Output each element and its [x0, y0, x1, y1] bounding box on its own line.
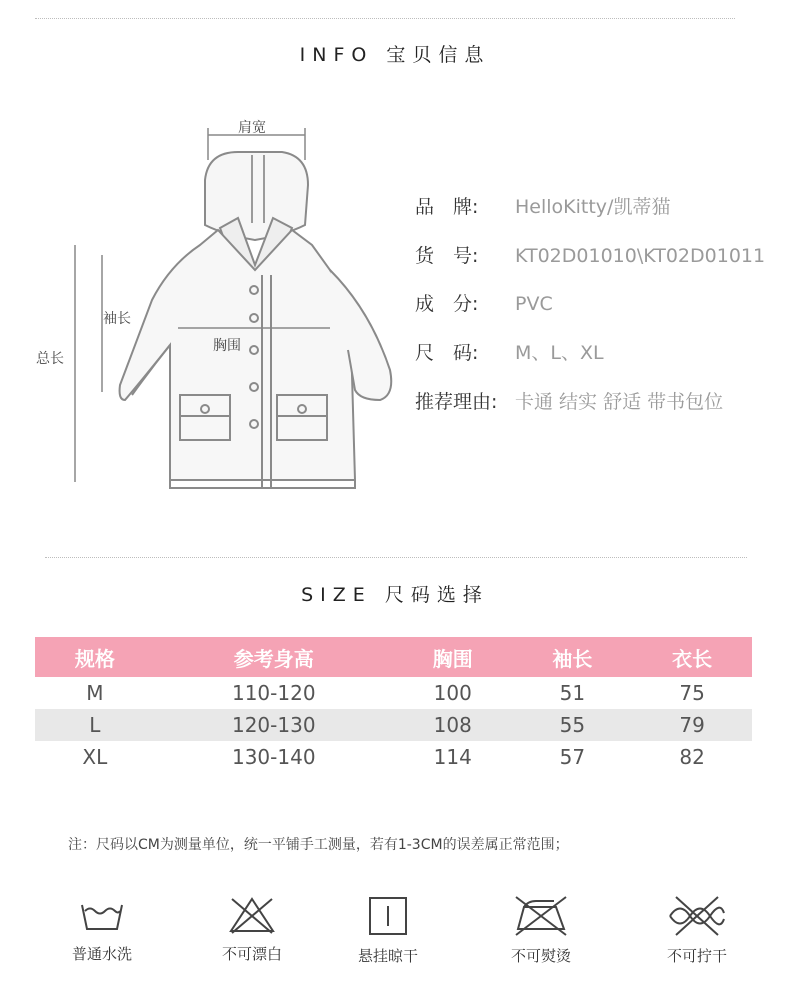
no-bleach-icon: [226, 895, 278, 935]
no-iron-icon: [510, 895, 572, 937]
length-label: 总长: [36, 351, 64, 367]
table-cell: L: [35, 709, 155, 741]
measurement-note: 注：尺码以CM为测量单位，统一平铺手工测量，若有1-3CM的误差属正常范围；: [68, 837, 569, 853]
care-item-no-wring: [637, 895, 757, 966]
spec-key: 品 牌:: [415, 196, 479, 218]
middle-divider: [45, 557, 747, 558]
header-cell: 衣长: [632, 637, 752, 677]
size-title: SIZE 尺码选择: [301, 584, 489, 606]
table-row: [35, 709, 752, 741]
table-cell: 82: [679, 745, 705, 769]
spec-value: KT02D01010\KT02D01011: [515, 245, 766, 267]
sleeve-label: 袖长: [103, 311, 131, 327]
care-item-wash: [42, 895, 162, 964]
care-item-no-iron: [481, 895, 601, 966]
no-wring-icon: [666, 895, 728, 937]
spec-value: PVC: [515, 293, 553, 315]
care-item-hang-dry: [328, 895, 448, 966]
info-title: INFO 宝贝信息: [299, 44, 491, 66]
spec-item-no: [415, 241, 765, 268]
table-cell: 120-130: [155, 709, 393, 741]
care-label: 悬挂晾干: [357, 947, 418, 965]
chest-label: 胸围: [213, 338, 241, 354]
spec-size: [415, 338, 604, 365]
care-label: 普通水洗: [71, 945, 132, 963]
table-cell: M: [86, 681, 104, 705]
table-cell: 100: [433, 681, 472, 705]
table-cell: 51: [559, 681, 586, 705]
header-cell: 胸围: [393, 637, 513, 677]
spec-key: 尺 码:: [415, 342, 479, 364]
table-cell: XL: [82, 745, 108, 769]
raincoat-drawing: [30, 100, 400, 500]
table-cell: 110-120: [231, 681, 316, 705]
table-row: [35, 677, 752, 709]
header-cell: 参考身高: [155, 637, 393, 677]
spec-value: 卡通 结实 舒适 带书包位: [515, 391, 724, 413]
table-cell: 79: [632, 709, 752, 741]
table-cell: 108: [393, 709, 513, 741]
spec-brand: [415, 192, 670, 219]
table-row: [35, 741, 752, 773]
wash-icon: [77, 895, 127, 935]
spec-key: 推荐理由:: [415, 391, 498, 413]
care-item-no-bleach: [192, 895, 312, 964]
spec-value: HelloKitty/凯蒂猫: [515, 196, 671, 218]
care-label: 不可熨烫: [510, 947, 571, 965]
table-cell: 57: [559, 745, 586, 769]
care-label: 不可漂白: [221, 945, 282, 963]
table-cell: 130-140: [231, 745, 316, 769]
table-cell: 55: [513, 709, 633, 741]
size-table-header: [35, 637, 752, 677]
spec-value: M、L、XL: [515, 342, 604, 364]
header-cell: 规格: [35, 637, 155, 677]
raincoat-diagram: [30, 100, 400, 500]
spec-reason: [415, 387, 723, 414]
spec-key: 成 分:: [415, 293, 479, 315]
header-cell: 袖长: [513, 637, 633, 677]
table-cell: 114: [433, 745, 472, 769]
top-divider: [35, 18, 735, 19]
size-table: [35, 637, 752, 773]
hang-dry-icon: [367, 895, 409, 937]
spec-key: 货 号:: [415, 245, 479, 267]
spec-material: [415, 289, 553, 316]
care-label: 不可拧干: [666, 947, 727, 965]
table-cell: 75: [679, 681, 705, 705]
shoulder-label: 肩宽: [238, 120, 266, 136]
